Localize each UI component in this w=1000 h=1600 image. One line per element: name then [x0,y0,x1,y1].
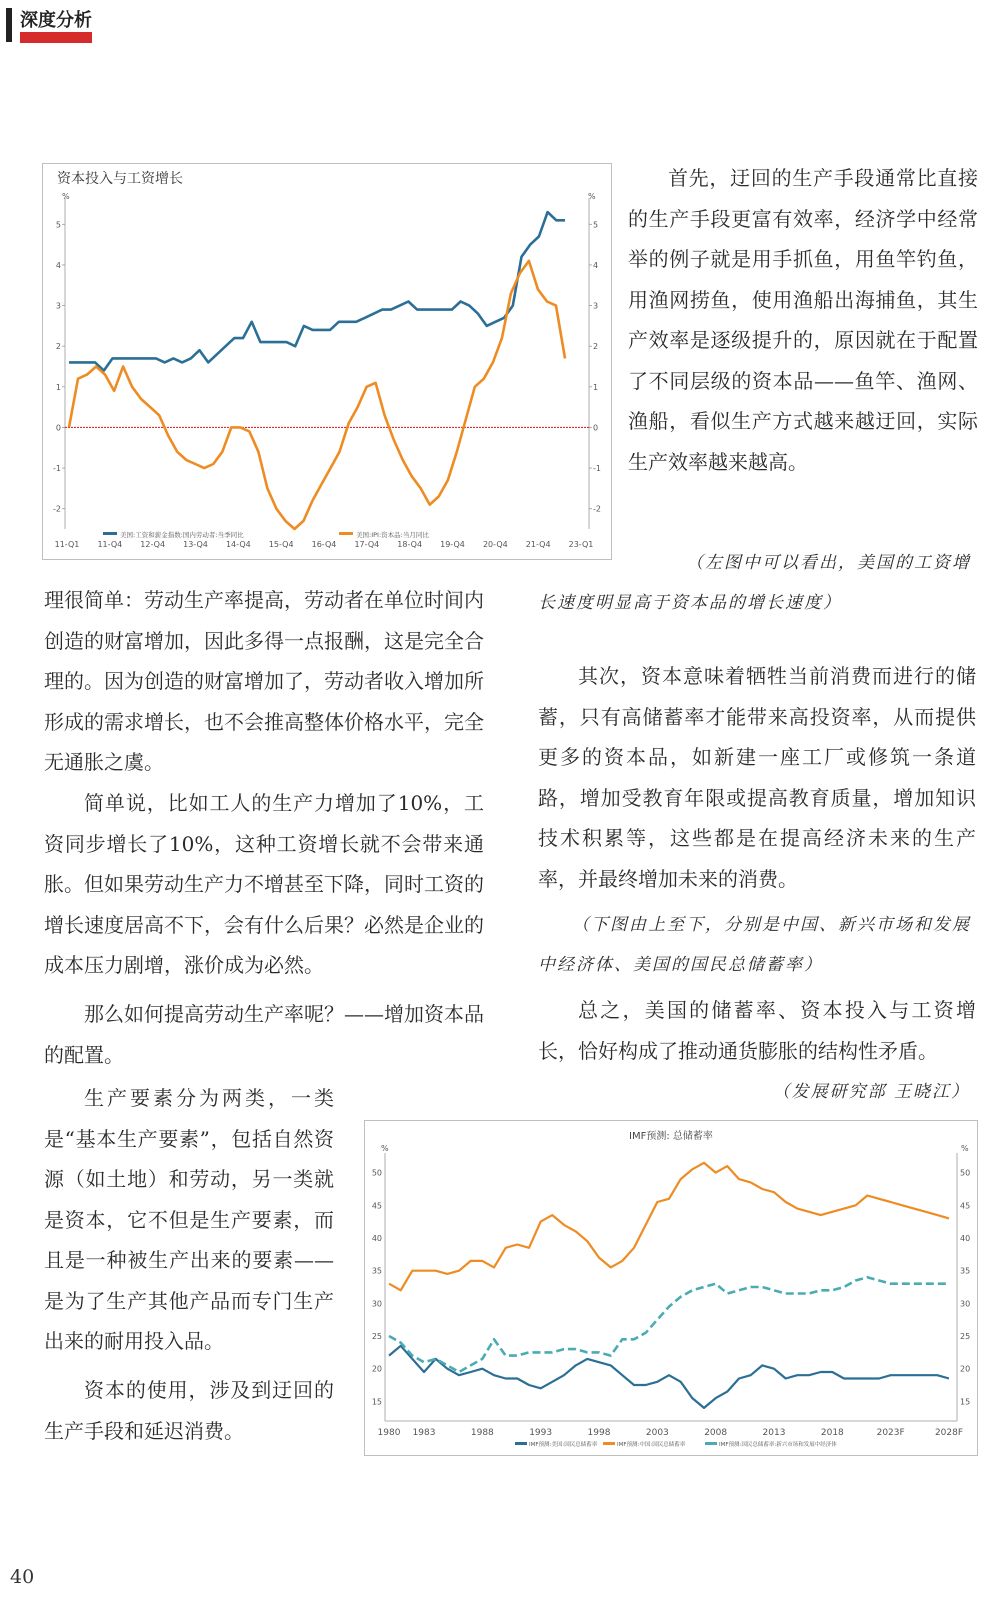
chart2-series-line-0 [389,1346,949,1408]
chart2-legend-label: IMF预测:中国:国民总储蓄率 [617,1442,686,1448]
paragraph-left-2: 简单说，比如工人的生产力增加了10%，工资同步增长了10%，这种工资增长就不会带来通胀。但如果劳动生产力不增甚至下降，同时工资的增长速度居高不下，会有什么后果？必然是企业的成本压力剧增，涨价成为必然。 [44,791,484,977]
note-left-chart: （左图中可以看出，美国的工资增长速度明显高于资本品的增长速度） [538,553,971,613]
chart2-x-tick-label: 1983 [412,1428,436,1438]
chart2-left-unit: % [381,1144,389,1153]
chart2-x-tick-label: 1980 [377,1428,401,1438]
chart1-y-tick-label: -2 [53,504,61,514]
chart2-legend-label: IMF预测:国民总储蓄率:新兴市场和发展中经济体 [719,1442,837,1448]
chart1-x-tick-label: 17-Q4 [354,540,380,549]
chart2-y-tick-label: 35 [371,1266,382,1276]
chart1-legend-swatch [103,532,117,535]
chart1-y-tick-label-right: 3 [593,301,599,311]
chart2-x-tick-label: 2008 [704,1428,728,1438]
chart2-y-tick-label-right: 15 [960,1397,971,1407]
chart1-y-tick-label-right: -2 [593,504,601,514]
chart2-y-tick-label: 40 [371,1233,382,1243]
chart1-x-tick-label: 20-Q4 [482,540,508,549]
note-savings-chart: （下图由上至下，分别是中国、新兴市场和发展中经济体、美国的国民总储蓄率） [538,915,971,975]
chart2-x-tick-label: 1993 [529,1428,553,1438]
header-accent-bar [6,8,12,42]
chart1-right-unit: % [588,192,596,201]
chart2-x-tick-label: 1988 [470,1428,494,1438]
chart1-y-tick-label: 3 [55,301,61,311]
byline: （发展研究部 王晓江） [772,1082,970,1102]
chart1-x-tick-label: 21-Q4 [525,540,551,549]
wage-capital-chart-svg [43,164,611,559]
paragraph-left-5: 资本的使用，涉及到迂回的生产手段和延迟消费。 [44,1378,334,1443]
chart1-x-tick-label: 23-Q1 [568,540,594,549]
chart2-x-tick-label: 2023F [876,1428,905,1438]
chart1-y-tick-label-right: -1 [593,464,601,474]
paragraph-right-3: 总之，美国的储蓄率、资本投入与工资增长，恰好构成了推动通货膨胀的结构性矛盾。 [538,998,976,1063]
chart2-x-tick-label: 2013 [762,1428,786,1438]
chart1-title: 资本投入与工资增长 [57,171,183,187]
chart1-x-tick-label: 16-Q4 [311,540,337,549]
chart1-x-tick-label: 12-Q4 [140,540,166,549]
chart1-y-tick-label: 2 [55,342,61,352]
chart1-x-tick-label: 11-Q4 [97,540,123,549]
paragraph-right-2: 其次，资本意味着牺牲当前消费而进行的储蓄，只有高储蓄率才能带来高投资率，从而提供更多的资本品，如新建一座工厂或修筑一条道路，增加受教育年限或提高教育质量，增加知识技术积累等，这些都是在提高经济未来的生产率，并最终增加未来的消费。 [538,664,976,891]
chart2-y-tick-label-right: 25 [960,1332,971,1342]
chart2-y-tick-label-right: 45 [960,1201,971,1211]
chart1-x-tick-label: 15-Q4 [268,540,294,549]
chart2-legend-label: IMF预测:美国:国民总储蓄率 [529,1442,598,1448]
header-underline [20,32,92,43]
chart1-y-tick-label-right: 5 [593,220,599,230]
chart1-y-tick-label: 4 [55,260,61,270]
chart2-series-line-2 [389,1277,949,1372]
chart2-x-tick-label: 2003 [645,1428,669,1438]
chart2-y-tick-label: 15 [371,1397,382,1407]
wage-capital-chart [42,163,612,560]
chart2-legend-swatch [603,1442,615,1445]
chart2-legend-swatch [705,1442,717,1445]
section-title: 深度分析 [20,10,92,31]
chart2-y-tick-label-right: 35 [960,1266,971,1276]
chart1-x-tick-label: 11-Q1 [54,540,80,549]
chart2-x-tick-label: 1998 [587,1428,611,1438]
chart2-y-tick-label: 30 [371,1299,382,1309]
chart2-right-unit: % [961,1144,969,1153]
chart1-y-tick-label: 1 [55,382,61,392]
chart2-y-tick-label: 20 [371,1364,382,1374]
chart1-legend-label: 美国:IPI:资本品:当月同比 [356,531,429,539]
paragraph-left-3: 那么如何提高劳动生产率呢？——增加资本品的配置。 [44,1002,484,1067]
chart1-x-tick-label: 19-Q4 [440,540,465,549]
chart1-y-tick-label: 5 [55,220,61,230]
page-number: 40 [10,1566,35,1588]
chart2-y-tick-label-right: 30 [960,1299,971,1309]
savings-rate-chart [364,1120,978,1456]
chart2-x-tick-label: 2028F [934,1428,964,1438]
chart1-x-tick-label: 14-Q4 [225,540,251,549]
chart2-y-tick-label-right: 50 [960,1168,971,1178]
chart2-y-tick-label-right: 20 [960,1364,971,1374]
chart2-x-tick-label: 2018 [820,1428,844,1438]
savings-rate-chart-svg [365,1121,977,1455]
chart2-y-tick-label: 50 [371,1168,382,1178]
chart2-y-tick-label: 45 [371,1201,382,1211]
chart2-title: IMF预测: 总储蓄率 [629,1131,713,1142]
chart2-legend-swatch [515,1442,527,1445]
chart1-x-tick-label: 18-Q4 [397,540,423,549]
chart2-y-tick-label: 25 [371,1332,382,1342]
chart2-y-tick-label-right: 40 [960,1233,971,1243]
paragraph-left-4: 生产要素分为两类，一类是“基本生产要素”，包括自然资源（如土地）和劳动，另一类就是资本，它不但是生产要素，而且是一种被生产出来的要素——是为了生产其他产品而专门生产出来的耐用投入品。 [44,1086,334,1353]
chart1-legend-label: 美国:工资和薪金指数:国内劳动者:当季同比 [120,531,244,539]
chart2-series-line-1 [389,1163,949,1291]
chart1-y-tick-label: -1 [53,464,61,474]
chart1-y-tick-label-right: 0 [593,423,599,433]
chart1-y-tick-label-right: 4 [593,260,599,270]
chart1-series-line-0 [69,212,565,371]
chart1-y-tick-label: 0 [55,423,61,433]
paragraph-left-1: 理很简单：劳动生产率提高，劳动者在单位时间内创造的财富增加，因此多得一点报酬，这是完全合理的。因为创造的财富增加了，劳动者收入增加所形成的需求增长，也不会推高整体价格水平，完全无通胀之虞。 [44,588,484,774]
chart1-left-unit: % [62,192,70,201]
chart1-y-tick-label-right: 2 [593,342,599,352]
chart1-series-line-1 [69,261,565,529]
paragraph-right-1: 首先，迂回的生产手段通常比直接的生产手段更富有效率，经济学中经常举的例子就是用手抓鱼，用鱼竿钓鱼，用渔网捞鱼，使用渔船出海捕鱼，其生产效率是逐级提升的，原因就在于配置了不同层级的资本品——鱼竿、渔网、渔船，看似生产方式越来越迂回，实际生产效率越来越高。 [628,166,978,474]
chart1-y-tick-label-right: 1 [593,382,599,392]
chart1-legend-swatch [339,532,353,535]
chart1-x-tick-label: 13-Q4 [183,540,208,549]
